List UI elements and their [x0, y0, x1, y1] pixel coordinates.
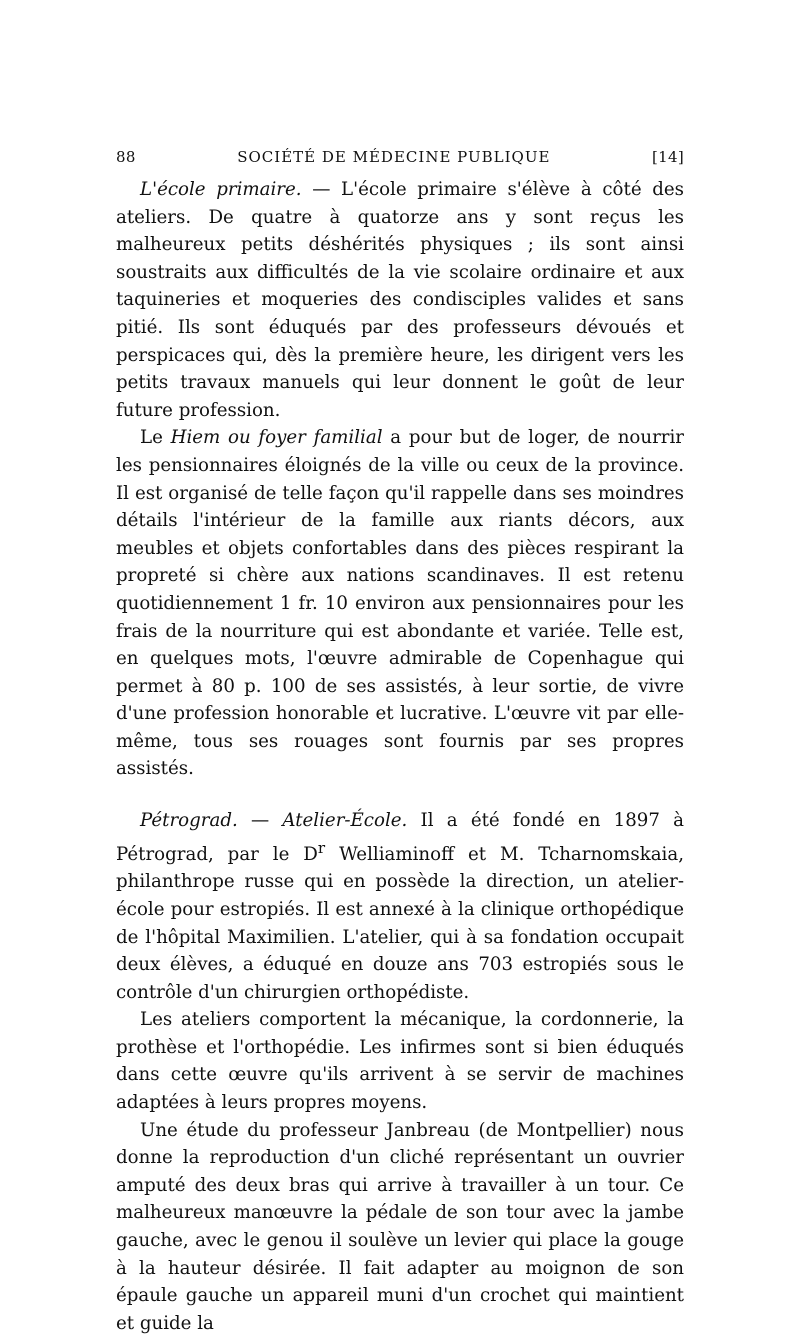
paragraph-text: Une étude du professeur Janbreau (de Montpellier) nous donne la reproduction d'un cliché représentant un ouvrier amputé des deux bras qui arrive à travailler à un tour. Ce malheureux manœuvre la pédale de son tour avec la jambe gauche, avec le genou il soulève un levier qui place la gouge à la hauteur désirée. Il fait adapter au moignon de son épaule gauche un appareil muni d'un crochet qui maintient et guide la: [116, 1119, 684, 1334]
paragraph-text: Il a été fondé en 1897 à Pétrograd, par le D: [116, 810, 684, 865]
paragraph-text: Welliaminoff et M. Tcharnomskaia, philanthrope russe qui en possède la direction, un atelier-école pour estropiés. Il est annexé à la clinique orthopédique de l'hôpital Maximilien. L'atelier, qui à sa fondation occupait deux élèves, a éduqué en douze ans 703 estropiés sous le contrôle d'un chirurgien orthopédiste.: [116, 843, 684, 1003]
running-title: SOCIÉTÉ DE MÉDECINE PUBLIQUE: [237, 148, 551, 166]
paragraph-subheading: Atelier-École.: [282, 810, 408, 832]
paragraph-text: a pour but de loger, de nourrir les pensionnaires éloignés de la ville ou ceux de la province. Il est organisé de telle façon qu'il rappelle dans ses moindres détails l'intérieur de la famille aux riants décors, aux meubles et objets confortables dans des pièces respirant la propreté si chère aux nations scandinaves. Il est retenu quotidiennement 1 fr. 10 environ aux pensionnaires pour les frais de la nourriture qui est abondante et variée. Telle est, en quelques mots, l'œuvre admirable de Copenhague qui permet à 80 p. 100 de ses assistés, à leur sortie, de vivre d'une profession honorable et lucrative. L'œuvre vit par elle-même, tous ses rouages sont fournis par ses propres assistés.: [116, 427, 684, 780]
section-gap: [116, 783, 684, 807]
paragraph-text: Les ateliers comportent la mécanique, la cordonnerie, la prothèse et l'orthopédie. Les infirmes sont si bien éduqués dans cette œuvre qu'ils arrivent à se servir de machines adaptées à leurs propres moyens.: [116, 1009, 684, 1114]
paragraph-heading: L'école primaire.: [140, 179, 302, 200]
superscript-r: r: [317, 838, 326, 857]
paragraph-ateliers: [116, 1006, 684, 1116]
emphasis-term: Hiem ou foyer familial: [170, 427, 383, 449]
paragraph-heading: Pétrograd.: [140, 810, 238, 832]
heading-dash: —: [237, 810, 283, 832]
paragraph-text: — L'école primaire s'élève à côté des ateliers. De quatre à quatorze ans y sont reçus les malheureux petits déshérités physiques ; ils sont ainsi soustraits aux difficultés de la vie scolaire ordinaire et aux taquineries et moqueries des condisciples valides et sans pitié. Ils sont éduqués par des professeurs dévoués et perspicaces qui, dès la première heure, les dirigent vers les petits travaux manuels qui leur donnent le goût de leur future profession.: [116, 179, 684, 421]
running-head: [116, 148, 684, 176]
paragraph-petrograd: [116, 807, 684, 1006]
paragraph-ecole-primaire: [116, 176, 684, 424]
page-number: 88: [116, 148, 136, 166]
paragraph-hiem: [116, 424, 684, 783]
book-page: [116, 148, 684, 1337]
body-text: [116, 176, 684, 1337]
paragraph-lead: Le: [140, 427, 171, 449]
section-number: [14]: [651, 148, 684, 166]
